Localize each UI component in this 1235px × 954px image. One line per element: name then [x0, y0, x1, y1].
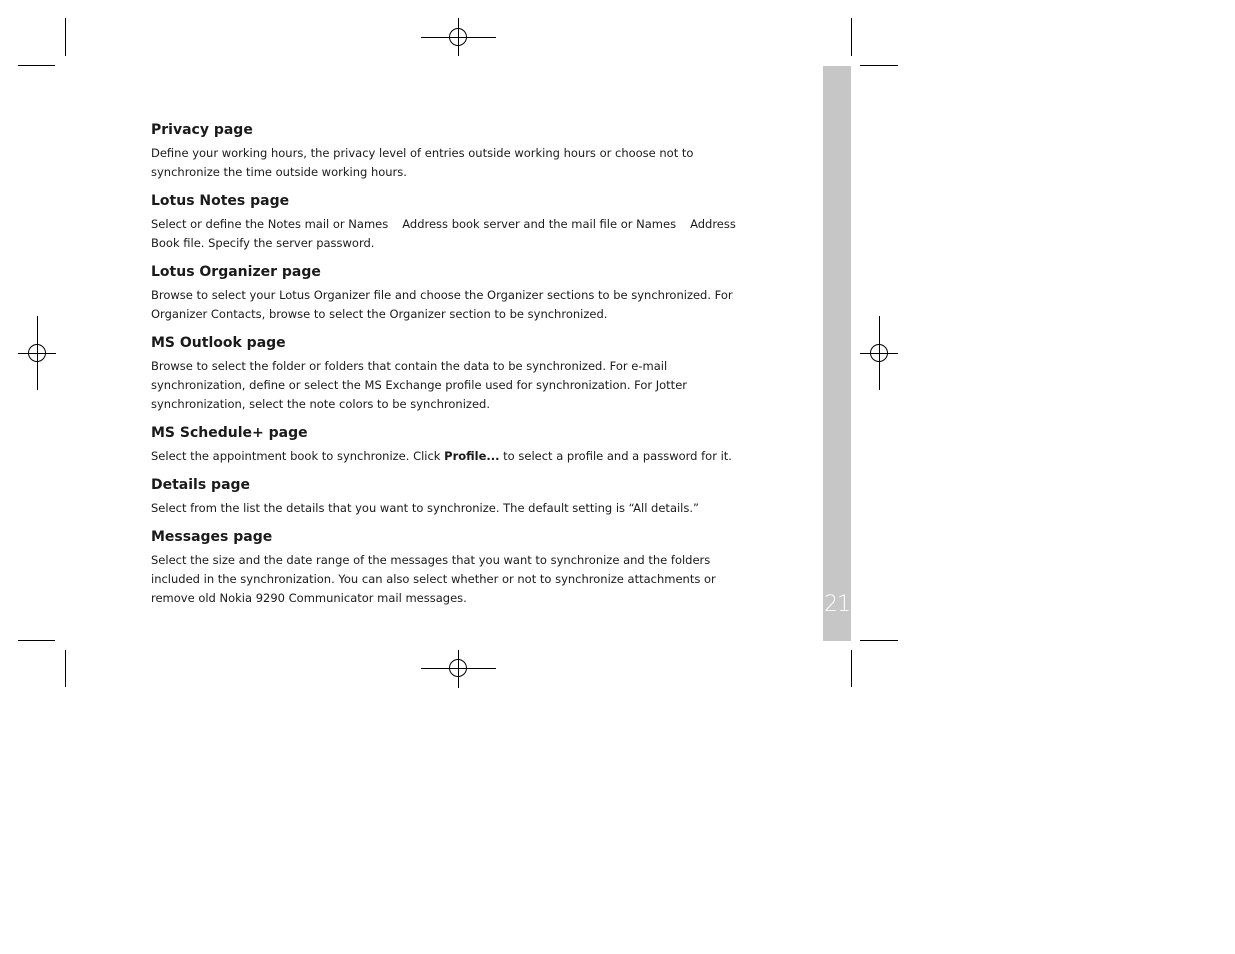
section-body	[151, 215, 743, 253]
section-body: Define your working hours, the privacy level of entries outside working hours or choose not to synchronize the time outside working hours.	[151, 146, 694, 179]
section-body	[151, 447, 743, 466]
crop-mark	[851, 18, 852, 56]
section-heading: MS Schedule+ page	[151, 425, 308, 441]
crop-mark	[18, 65, 55, 66]
section-body: Browse to select your Lotus Organizer file and choose the Organizer sections to be synchronized. For Organizer Contacts, browse to select the Organizer section to be synchronized.	[151, 288, 733, 321]
section-heading: MS Outlook page	[151, 335, 286, 351]
section-ms-outlook	[151, 332, 743, 414]
body-fragment: Select or define the Notes mail or Names	[151, 217, 389, 231]
crop-mark	[860, 640, 898, 641]
body-fragment: Address book server and the mail file or Names	[402, 217, 677, 231]
section-heading: Messages page	[151, 529, 273, 545]
crop-mark	[65, 650, 66, 687]
crop-mark	[18, 640, 55, 641]
crop-mark	[860, 65, 898, 66]
section-lotus-notes	[151, 190, 743, 253]
section-heading: Lotus Notes page	[151, 193, 290, 209]
section-privacy	[151, 119, 743, 182]
body-fragment: Address Book file. Specify the server password.	[151, 217, 736, 250]
section-details	[151, 474, 743, 518]
registration-circle	[28, 344, 46, 362]
page-number: 21	[824, 592, 850, 617]
section-body: Browse to select the folder or folders that contain the data to be synchronized. For e-mail synchronization, define or select the MS Exchange profile used for synchronization. For Jotter synchronization, select the note colors to be synchronized.	[151, 359, 687, 411]
section-heading: Lotus Organizer page	[151, 264, 321, 280]
registration-circle	[870, 344, 888, 362]
body-fragment: Select the appointment book to synchronize. Click	[151, 449, 445, 463]
registration-circle	[449, 28, 467, 46]
body-fragment: to select a profile and a password for it.	[499, 449, 732, 463]
section-heading: Privacy page	[151, 122, 253, 138]
registration-circle	[449, 659, 467, 677]
side-tab	[823, 66, 851, 641]
crop-mark	[851, 650, 852, 687]
section-body: Select from the list the details that you want to synchronize. The default setting is “All details.”	[151, 501, 699, 515]
section-messages	[151, 526, 743, 608]
profile-term: Profile...	[444, 449, 500, 463]
document-content	[151, 119, 743, 616]
crop-mark	[65, 18, 66, 56]
section-lotus-organizer	[151, 261, 743, 324]
section-heading: Details page	[151, 477, 251, 493]
section-ms-schedule	[151, 422, 743, 466]
section-body: Select the size and the date range of the messages that you want to synchronize and the folders included in the synchronization. You can also select whether or not to synchronize attachments or remove old Nokia 9290 Communicator mail messages.	[151, 553, 716, 605]
